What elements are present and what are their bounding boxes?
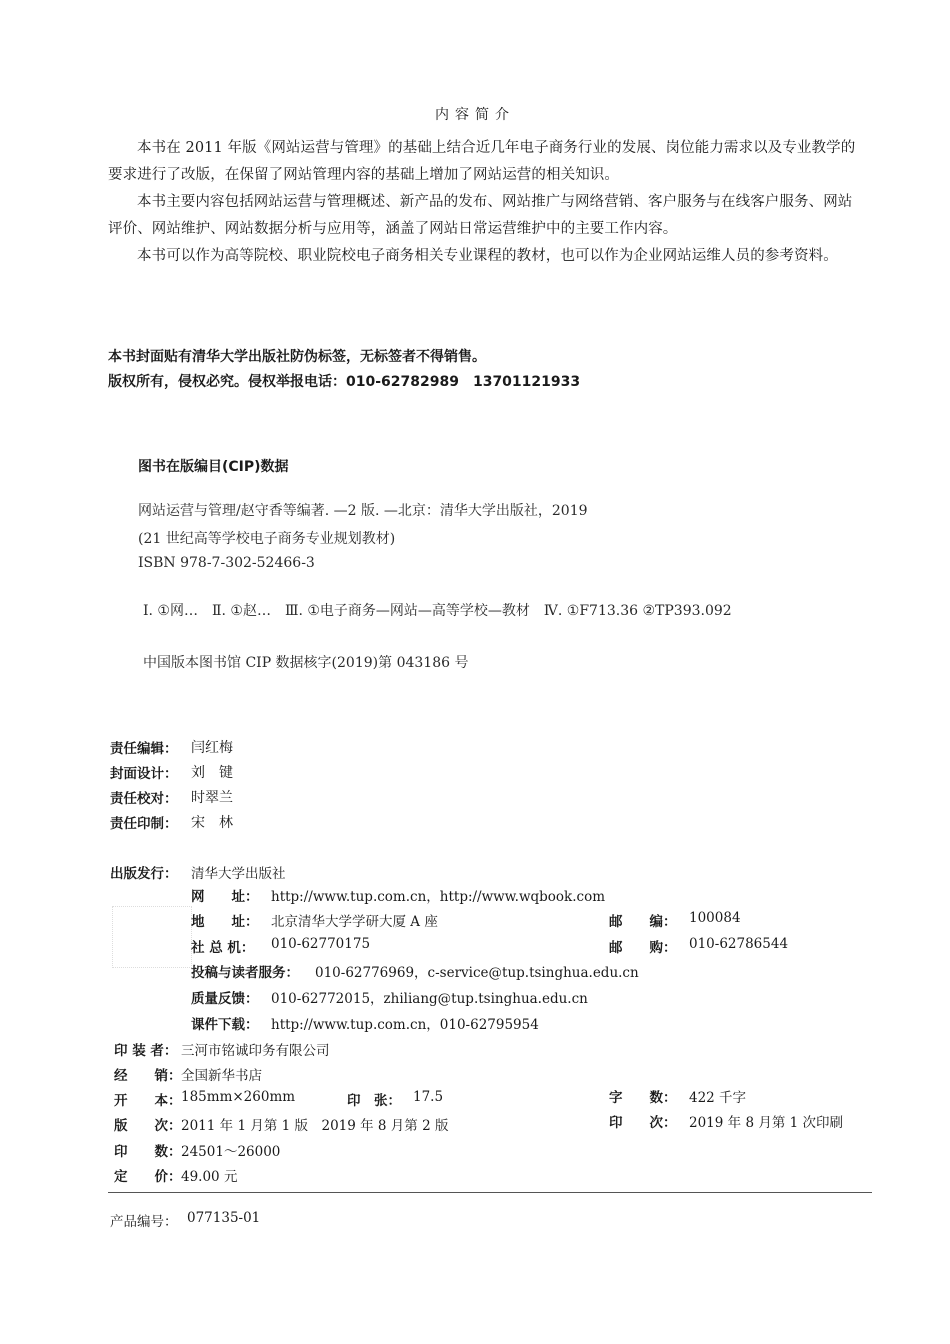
edition-label: 版 次：: [114, 1118, 182, 1134]
impression-label: 印 次：: [609, 1115, 677, 1131]
cip-isbn: ISBN 978-7-302-52466-3: [138, 555, 315, 571]
quality-feedback-value: 010-62772015，zhiliang@tup.tsinghua.edu.cn: [271, 991, 588, 1007]
cip-record-number: 中国版本图书馆 CIP 数据核字(2019)第 043186 号: [143, 655, 469, 671]
courseware-label: 课件下载：: [191, 1017, 259, 1033]
print-run-label: 印 数：: [114, 1144, 182, 1160]
zip-label: 邮 编：: [609, 914, 677, 930]
cip-series-line: (21 世纪高等学校电子商务专业规划教材): [138, 531, 396, 547]
switchboard-label: 社 总 机：: [191, 940, 255, 956]
quality-feedback-label: 质量反馈：: [191, 991, 259, 1007]
edition-value: 2011 年 1 月第 1 版 2019 年 8 月第 2 版: [181, 1118, 449, 1134]
page-title: 内容简介: [435, 107, 515, 123]
cip-book-line: 网站运营与管理/赵守香等编著. —2 版. —北京：清华大学出版社，2019: [138, 503, 588, 519]
staff-value: 闫红梅: [191, 740, 233, 756]
format-value: 185mm×260mm: [181, 1089, 296, 1105]
distributor-value: 全国新华书店: [181, 1068, 262, 1084]
address-label: 地 址：: [191, 914, 259, 930]
divider-line: [108, 1192, 872, 1193]
sheets-label: 印 张：: [347, 1093, 401, 1109]
impression-value: 2019 年 8 月第 1 次印刷: [689, 1115, 843, 1131]
switchboard-value: 010-62770175: [271, 936, 371, 952]
reader-service-value: 010-62776969，c-service@tup.tsinghua.edu.cn: [315, 965, 639, 981]
website-label: 网 址：: [191, 889, 259, 905]
mail-order-value: 010-62786544: [689, 936, 789, 952]
cip-heading: 图书在版编目(CIP)数据: [138, 459, 289, 475]
word-count-value: 422 千字: [689, 1090, 747, 1106]
intro-paragraph-2: 本书主要内容包括网站运营与管理概述、新产品的发布、网站推广与网络营销、客户服务与在线客户服务、网站评价、网站维护、网站数据分析与应用等，涵盖了网站日常运营维护中的主要工作内容。: [108, 194, 853, 237]
cip-classification: Ⅰ. ①网… Ⅱ. ①赵… Ⅲ. ①电子商务—网站—高等学校—教材 Ⅳ. ①F713.36 ②TP393.092: [143, 603, 732, 619]
format-label: 开 本：: [114, 1093, 182, 1109]
publisher-name: 清华大学出版社: [191, 866, 286, 882]
faded-stamp: [112, 906, 192, 968]
staff-label: 责任编辑：: [110, 741, 178, 757]
staff-label: 封面设计：: [110, 766, 178, 782]
staff-value: 宋 林: [191, 815, 233, 831]
price-label: 定 价：: [114, 1169, 182, 1185]
staff-value: 刘 键: [191, 765, 233, 781]
word-count-label: 字 数：: [609, 1090, 677, 1106]
product-code-label: 产品编号：: [110, 1214, 178, 1230]
website-value: http://www.tup.com.cn，http://www.wqbook.com: [271, 889, 606, 905]
staff-value: 时翠兰: [191, 790, 233, 806]
printer-label: 印 装 者：: [114, 1043, 178, 1059]
address-value: 北京清华大学学研大厦 A 座: [271, 914, 438, 930]
publisher-label: 出版发行：: [110, 866, 178, 882]
copyright-notice: 版权所有，侵权必究。侵权举报电话：010-62782989 13701121933: [108, 374, 581, 390]
staff-label: 责任校对：: [110, 791, 178, 807]
intro-paragraph-3: 本书可以作为高等院校、职业院校电子商务相关专业课程的教材，也可以作为企业网站运维人员的参考资料。: [137, 248, 838, 264]
printer-value: 三河市铭诚印务有限公司: [181, 1043, 330, 1059]
print-run-value: 24501～26000: [181, 1144, 281, 1160]
product-code-value: 077135-01: [187, 1210, 261, 1226]
sheets-value: 17.5: [413, 1089, 444, 1105]
zip-value: 100084: [689, 910, 741, 926]
courseware-value: http://www.tup.com.cn，010-62795954: [271, 1017, 539, 1033]
mail-order-label: 邮 购：: [609, 940, 677, 956]
intro-paragraph-1: 本书在 2011 年版《网站运营与管理》的基础上结合近几年电子商务行业的发展、岗位能力需求以及专业教学的要求进行了改版，在保留了网站管理内容的基础上增加了网站运营的相关知识。: [108, 140, 856, 183]
anti-counterfeit-notice: 本书封面贴有清华大学出版社防伪标签，无标签者不得销售。: [108, 349, 486, 365]
reader-service-label: 投稿与读者服务：: [191, 965, 299, 981]
price-value: 49.00 元: [181, 1169, 238, 1185]
distributor-label: 经 销：: [114, 1068, 182, 1084]
staff-label: 责任印制：: [110, 816, 178, 832]
